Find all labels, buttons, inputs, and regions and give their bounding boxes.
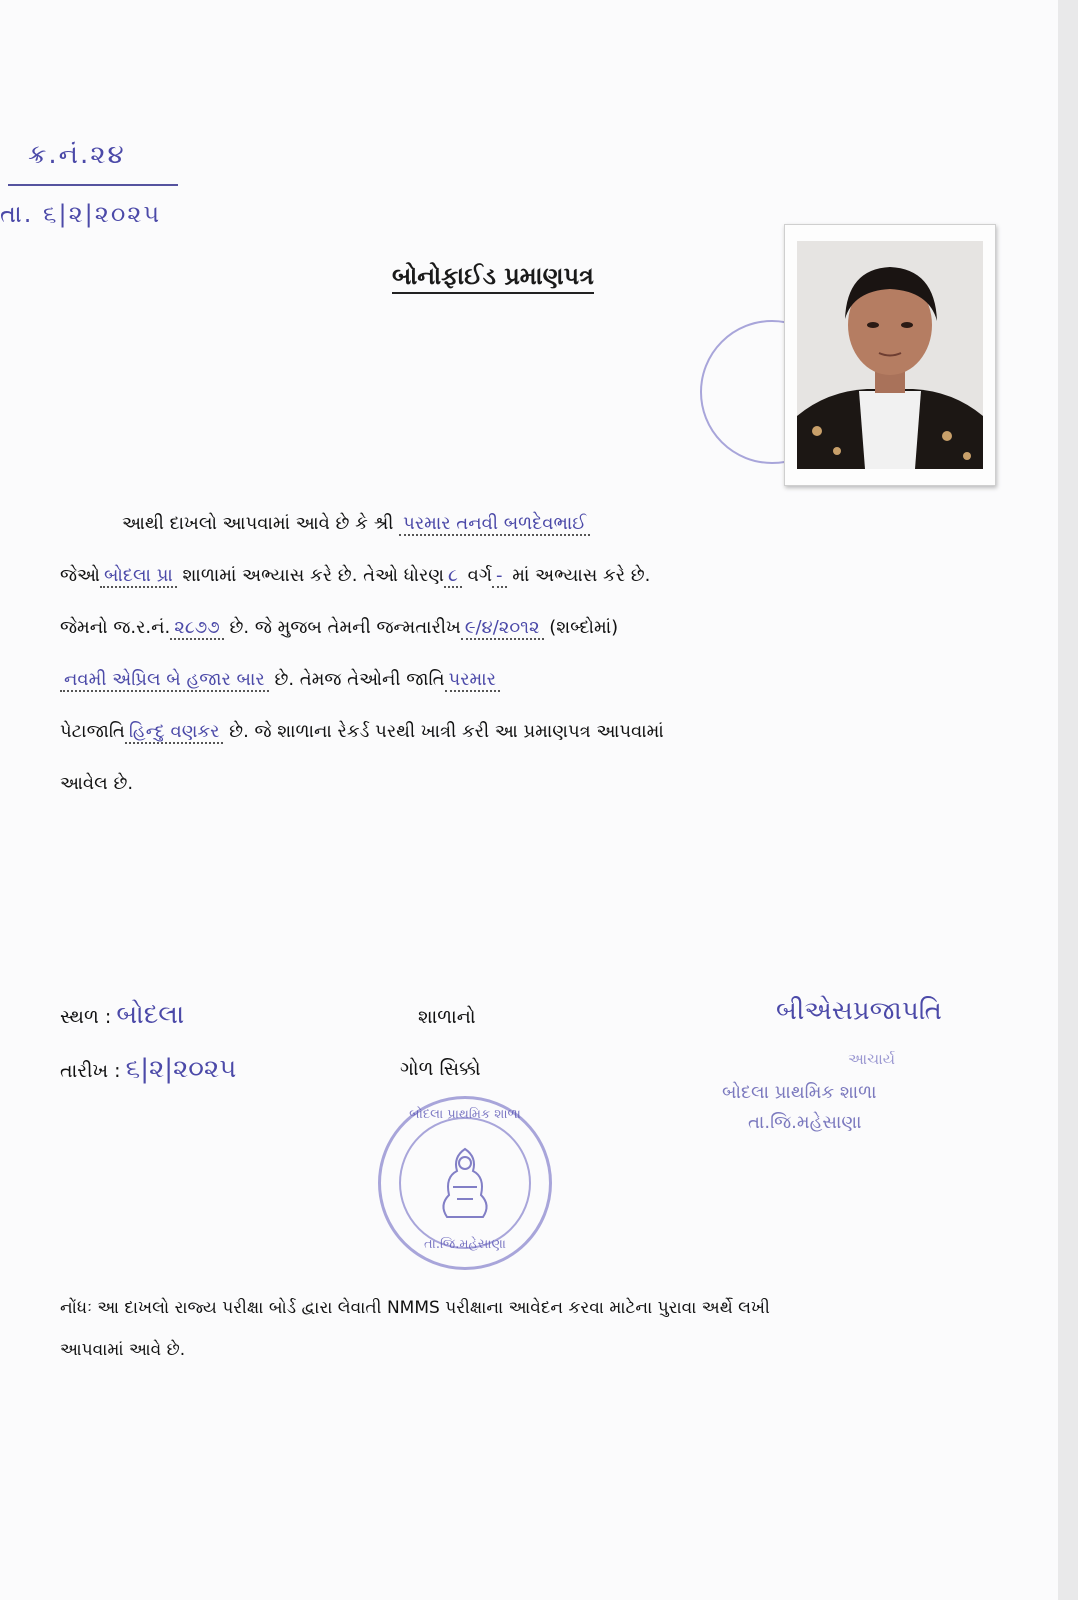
principal-stamp-school: બોદલા પ્રાથમિક શાળા [722,1082,877,1103]
page-title: બોનોફાઈડ પ્રમાણપત્ર [392,262,594,294]
division-field: - [492,565,507,588]
line2-prefix: જેઓ [60,565,100,586]
principal-signature: બીએસપ્રજાપતિ [776,996,942,1026]
seal-emblem-icon [433,1143,497,1223]
seal-label-2: ગોળ સિક્કો [400,1058,481,1080]
body-line-5 [60,706,664,758]
subcaste-field: હિન્દુ વણકર [125,721,224,744]
dob-field: ૯/૪/૨૦૧૨ [461,617,544,640]
seal-outer-text: બોદલા પ્રાથમિક શાળા [409,1107,521,1122]
line3-suffix: (શબ્દોમાં) [549,617,619,638]
line6-text: આવેલ છે. [60,773,134,794]
line2-mid2: વર્ગ [467,565,493,586]
line2-mid: શાળામાં અભ્યાસ કરે છે. તેઓ ધોરણ [182,565,445,586]
school-round-seal [378,1096,552,1270]
place-value: બોદલા [116,1000,185,1030]
line5-suffix: છે. જે શાળાના રેકર્ડ પરથી ખાત્રી કરી આ પ્રમાણપત્ર આપવામાં [229,721,664,742]
gr-number-field: ૨૮૭૭ [170,617,224,640]
caste-field: પરમાર [445,669,500,692]
seal-bottom-text: તા.જિ.મહેસાણા [424,1237,506,1252]
dob-words-field: નવમી એપ્રિલ બે હજાર બાર [60,669,269,692]
line4-mid: છે. તેમજ તેઓની જાતિ [274,669,445,690]
school-name-field: બોદલા પ્રા [100,565,177,588]
place-label: સ્થળ : [60,1006,112,1028]
line5-prefix: પેટાજાતિ [60,721,125,742]
body-line-1 [122,498,590,550]
student-name-field: પરમાર તનવી બળદેવભાઈ [399,513,590,536]
line3-mid: છે. જે મુજબ તેમની જન્મતારીખ [229,617,461,638]
underlying-page-edge [1058,0,1078,1600]
date-value: ૬|૨|૨૦૨૫ [125,1054,237,1084]
principal-stamp-place: તા.જિ.મહેસાણા [748,1112,862,1133]
header-date: તા. ૬|૨|૨૦૨૫ [0,200,162,228]
body-line-4 [60,654,500,706]
serial-underline [8,184,178,186]
date-label: તારીખ : [60,1060,121,1082]
seal-label-1: શાળાનો [418,1006,476,1028]
note-line-1: નોંધઃ આ દાખલો રાજ્ય પરીક્ષા બોર્ડ દ્વારા લેવાતી NMMS પરીક્ષાના આવેદન કરવા માટેના પુરાવા અર્થે લખી [60,1298,770,1318]
serial-number: ક્ર.નં.૨૪ [28,140,126,170]
principal-stamp-title: આચાર્ય [848,1050,896,1068]
line1-text: આથી દાખલો આપવામાં આવે છે કે શ્રી [122,513,394,534]
standard-field: ૮ [444,565,462,588]
student-portrait-image [797,241,983,469]
body-line-6 [60,758,133,810]
line2-suffix: માં અભ્યાસ કરે છે. [512,565,651,586]
date-row [60,1054,236,1085]
note-line-2: આપવામાં આવે છે. [60,1340,186,1360]
body-line-2 [60,550,650,602]
place-row [60,1000,184,1031]
line3-prefix: જેમનો જ.ર.નં. [60,617,171,638]
student-photo [784,224,996,486]
body-line-3 [60,602,618,654]
